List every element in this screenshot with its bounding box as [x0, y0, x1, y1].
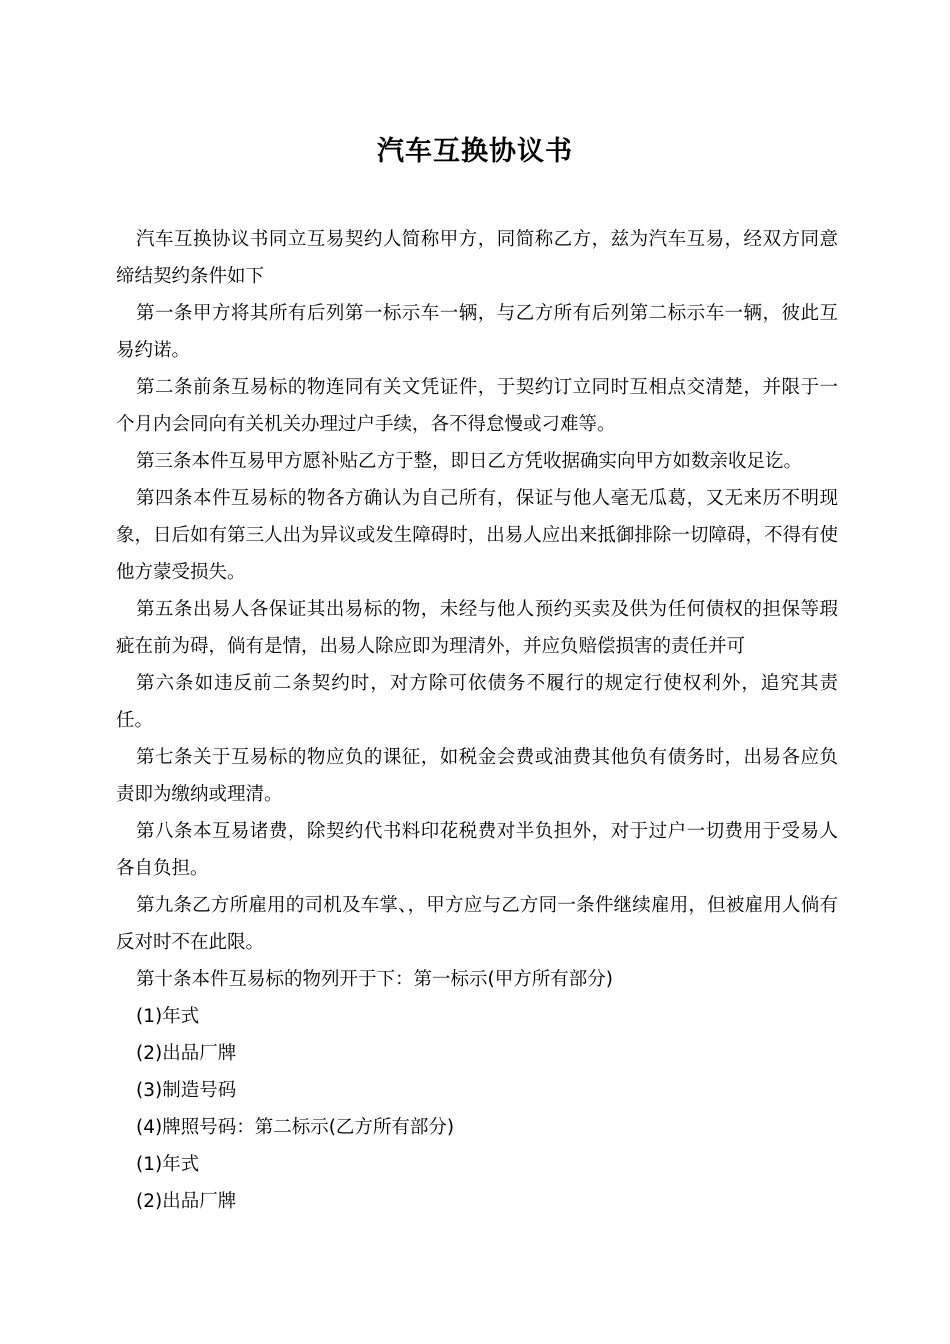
- paragraph-article-2: 第二条前条互易标的物连同有关文凭证件，于契约订立同时互相点交清楚，并限于一个月内会同向有关机关办理过户手续，各不得怠慢或刁难等。: [116, 377, 838, 435]
- list-item-brand: (2)出品厂牌: [136, 1043, 237, 1064]
- list-item-serial: (3)制造号码: [136, 1080, 237, 1101]
- list-item-year: (1)年式: [136, 1006, 200, 1027]
- list-item-brand-2: (2)出品厂牌: [136, 1191, 237, 1212]
- paragraph-article-8: 第八条本互易诸费，除契约代书料印花税费对半负担外，对于过户一切费用于受易人各自负担。: [116, 821, 838, 879]
- paragraph-article-3: 第三条本件互易甲方愿补贴乙方于整，即日乙方凭收据确实向甲方如数亲收足讫。: [136, 451, 803, 472]
- paragraph-article-7: 第七条关于互易标的物应负的课征，如税金会费或油费其他负有债务时，出易各应负责即为缴纳或理清。: [116, 747, 838, 805]
- paragraph-article-9: 第九条乙方所雇用的司机及车掌、，甲方应与乙方同一条件继续雇用，但被雇用人倘有反对时不在此限。: [116, 895, 838, 953]
- list-item-year-2: (1)年式: [136, 1154, 200, 1175]
- paragraph-article-6: 第六条如违反前二条契约时，对方除可依债务不履行的规定行使权利外，追究其责任。: [116, 673, 838, 731]
- paragraph-article-1: 第一条甲方将其所有后列第一标示车一辆，与乙方所有后列第二标示车一辆，彼此互易约诺。: [116, 303, 838, 361]
- paragraph-article-10: 第十条本件互易标的物列开于下：第一标示(甲方所有部分): [136, 969, 613, 990]
- paragraph-intro: 汽车互换协议书同立互易契约人简称甲方，同简称乙方，兹为汽车互易，经双方同意缔结契约条件如下: [116, 229, 838, 287]
- document-title: 汽车互换协议书: [377, 136, 573, 167]
- paragraph-article-4: 第四条本件互易标的物各方确认为自己所有，保证与他人毫无瓜葛，又无来历不明现象，日后如有第三人出为异议或发生障碍时，出易人应出来抵御排除一切障碍，不得有使他方蒙受损失。: [116, 488, 838, 583]
- document-body: [116, 221, 838, 1220]
- paragraph-article-5: 第五条出易人各保证其出易标的物，未经与他人预约买卖及供为任何债权的担保等瑕疵在前为碍，倘有是情，出易人除应即为理清外，并应负赔偿损害的责任并可: [116, 599, 838, 657]
- list-item-plate: (4)牌照号码：第二标示(乙方所有部分): [136, 1117, 455, 1138]
